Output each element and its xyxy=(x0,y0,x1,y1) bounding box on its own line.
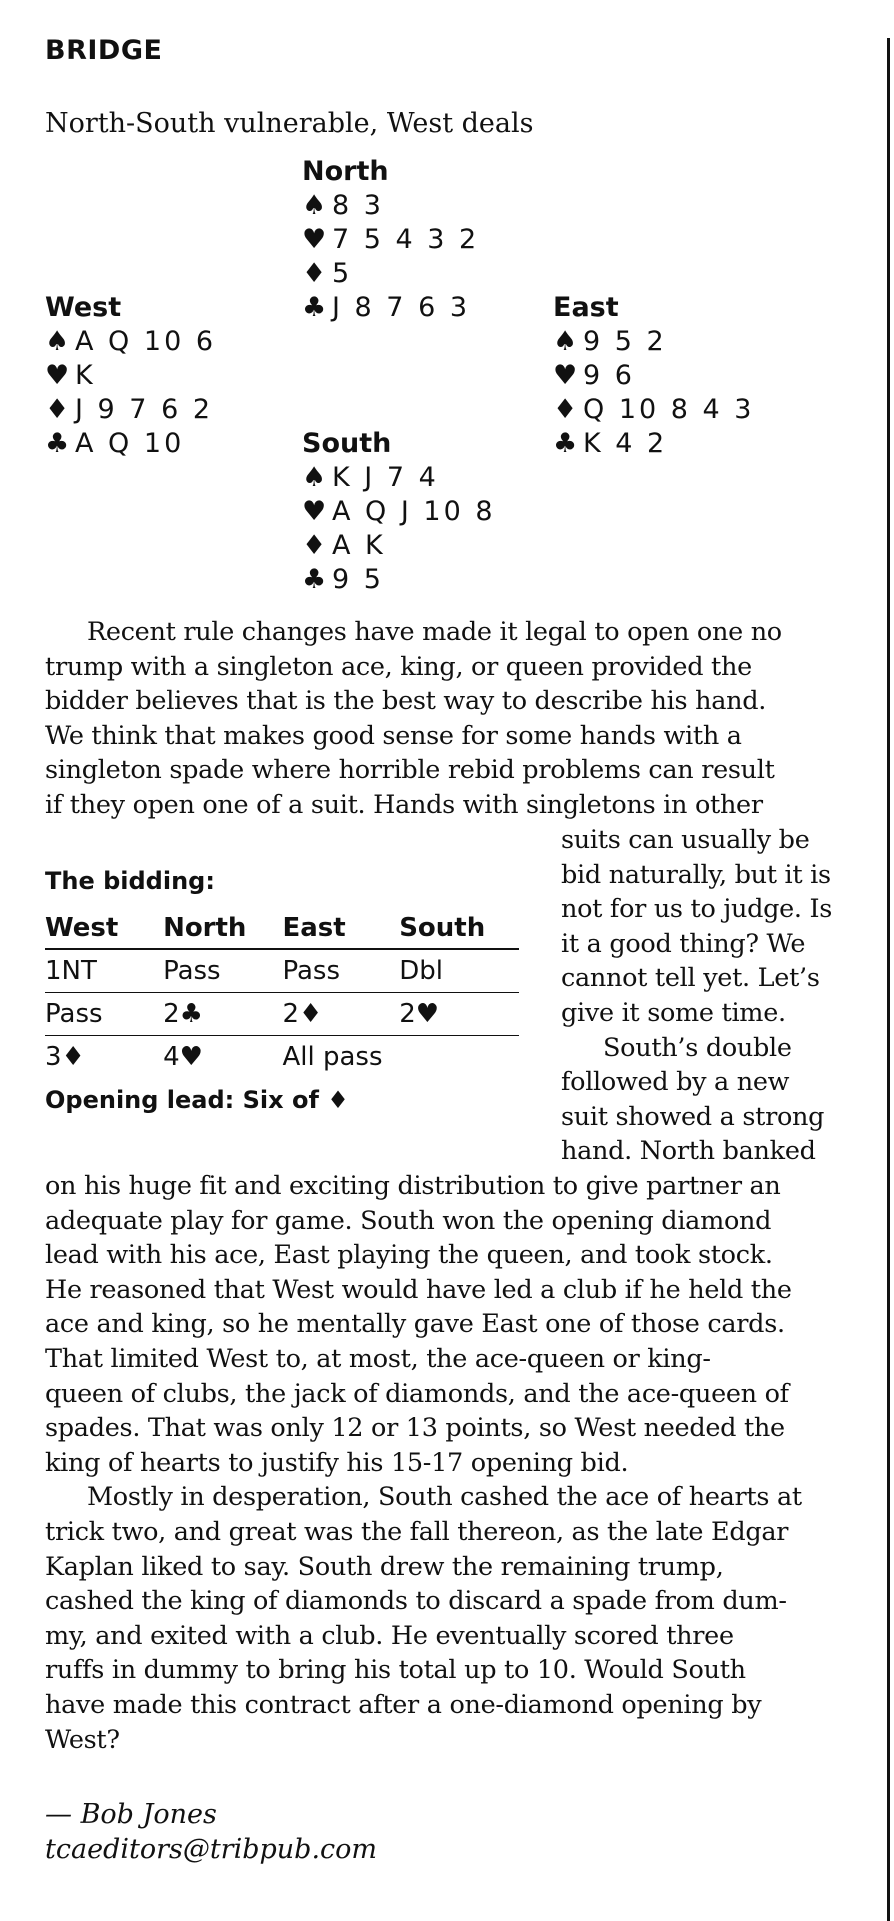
west-diamonds: ♦ J 9 7 6 2 xyxy=(45,394,214,425)
spade-icon: ♠ xyxy=(45,326,70,357)
diamond-icon: ♦ xyxy=(553,394,578,425)
opening-lead: Opening lead: Six of ♦ xyxy=(45,1086,349,1114)
north-spades: ♠ 8 3 xyxy=(302,190,384,221)
bid-cell: Dbl xyxy=(399,949,519,993)
paragraph-side-column: suits can usually be bid naturally, but it is not for us to judge. Is it a good thing? We cannot tell yet. Let’s give it some time. South’s double followed by a new suit showed a strong hand. North banked xyxy=(561,825,833,1167)
seat-label-east: East xyxy=(553,292,619,323)
bid-cell xyxy=(399,1036,519,1079)
west-spades: ♠ A Q 10 6 xyxy=(45,326,217,357)
bidding-header: East xyxy=(282,908,399,949)
bidding-header: North xyxy=(163,908,282,949)
club-icon: ♣ xyxy=(45,428,70,459)
bidding-header: South xyxy=(399,908,519,949)
seat-label-south: South xyxy=(302,428,392,459)
club-icon: ♣ xyxy=(553,428,578,459)
south-hearts: ♥ A Q J 10 8 xyxy=(302,496,496,527)
paragraph-intro: Recent rule changes have made it legal to open one no trump with a singleton ace, king, or queen provided the bidder believes that is the best way to describe his hand. We think that makes good sense for some hands with a singleton spade where horrible rebid problems can result if they open one of a suit. Hands with singletons in other xyxy=(45,617,782,820)
paragraph-play: on his huge fit and exciting distribution to give partner an adequate play for game. South won the opening diamond lead with his ace, East playing the queen, and took stock. He reasoned that West would have led a club if he held the ace and king, so he mentally gave East one of those cards. That limited West to, at most, the ace-queen or king- queen of clubs, the jack of diamonds, and the ace-queen of spades. That was only 12 or 13 points, so West needed the king of hearts to justify his 15-17 opening bid. Mostly in desperation, South cashed the ace of hearts at trick two, and great was the fall thereon, as the late Edgar Kaplan liked to say. South drew the remaining trump, cashed the king of diamonds to discard a spade from dum- my, and exited with a club. He eventually scored three ruffs in dummy to bring his total up to 10. Would South have made this contract after a one-diamond opening by West? xyxy=(45,1171,802,1755)
hand-west xyxy=(45,291,216,461)
club-icon: ♣ xyxy=(302,292,327,323)
club-icon: ♣ xyxy=(302,564,327,595)
east-diamonds: ♦ Q 10 8 4 3 xyxy=(553,394,755,425)
spade-icon: ♠ xyxy=(302,462,327,493)
bidding-header: West xyxy=(45,908,163,949)
deal-conditions: North-South vulnerable, West deals xyxy=(45,108,534,139)
north-diamonds: ♦ 5 xyxy=(302,258,353,289)
bid-cell: Pass xyxy=(45,993,163,1036)
author-email: tcaeditors@tribpub.com xyxy=(45,1834,378,1865)
column-heading: BRIDGE xyxy=(45,35,163,66)
author-name: — Bob Jones xyxy=(45,1799,217,1830)
column-divider xyxy=(887,38,890,1921)
east-spades: ♠ 9 5 2 xyxy=(553,326,667,357)
diamond-icon: ♦ xyxy=(45,394,70,425)
bidding-row xyxy=(45,1036,519,1079)
heart-icon: ♥ xyxy=(553,360,578,391)
north-hearts: ♥ 7 5 4 3 2 xyxy=(302,224,480,255)
bid-cell: 2♣ xyxy=(163,993,282,1036)
bid-cell: 2♦ xyxy=(282,993,399,1036)
bidding-row xyxy=(45,993,519,1036)
bidding-title: The bidding: xyxy=(45,867,215,895)
seat-label-north: North xyxy=(302,156,389,187)
heart-icon: ♥ xyxy=(45,360,70,391)
bid-cell: 2♥ xyxy=(399,993,519,1036)
bid-cell: Pass xyxy=(163,949,282,993)
bidding-header-row xyxy=(45,908,519,949)
byline xyxy=(45,1797,377,1867)
diamond-icon: ♦ xyxy=(302,258,327,289)
west-clubs: ♣ A Q 10 xyxy=(45,428,185,459)
bid-cell: 3♦ xyxy=(45,1042,85,1072)
hand-east xyxy=(553,291,754,461)
east-clubs: ♣ K 4 2 xyxy=(553,428,668,459)
south-clubs: ♣ 9 5 xyxy=(302,564,384,595)
bid-cell: Pass xyxy=(282,949,399,993)
bidding-row xyxy=(45,949,519,993)
bidding-table xyxy=(45,908,519,1078)
bid-cell: 4♥ xyxy=(163,1042,203,1072)
south-diamonds: ♦ A K xyxy=(302,530,386,561)
heart-icon: ♥ xyxy=(302,224,327,255)
seat-label-west: West xyxy=(45,292,122,323)
spade-icon: ♠ xyxy=(553,326,578,357)
spade-icon: ♠ xyxy=(302,190,327,221)
hand-north xyxy=(302,155,479,325)
hand-south xyxy=(302,427,496,597)
south-spades: ♠ K J 7 4 xyxy=(302,462,439,493)
diamond-icon: ♦ xyxy=(302,530,327,561)
bidding-box xyxy=(45,864,519,1114)
west-hearts: ♥ K xyxy=(45,360,96,391)
east-hearts: ♥ 9 6 xyxy=(553,360,635,391)
heart-icon: ♥ xyxy=(302,496,327,527)
north-clubs: ♣ J 8 7 6 3 xyxy=(302,292,471,323)
bid-cell: 1NT xyxy=(45,949,163,993)
bid-cell: All pass xyxy=(282,1042,383,1072)
